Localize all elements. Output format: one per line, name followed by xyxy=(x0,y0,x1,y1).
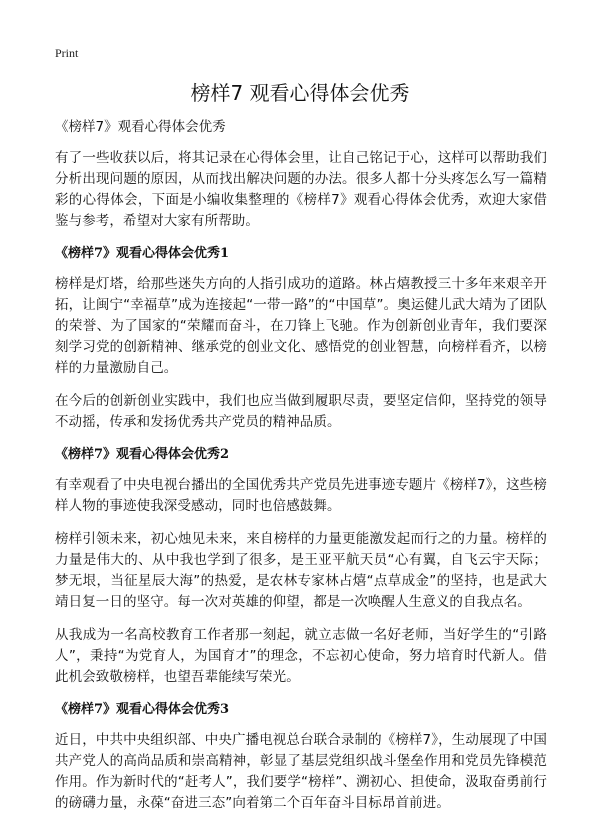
section-1-paragraph-1: 榜样是灯塔，给那些迷失方向的人指引成功的道路。林占熺教授三十多年来艰辛开拓，让闽宁“幸福草”成为连接起“一带一路”的“中国草”。奥运健儿武大靖为了团队的荣誉、为了国家的“荣耀而奋斗，在刀锋上飞驰。作为创新创业青年，我们要深刻学习党的创新精神、继承党的创业文化、感悟党的创业智慧，向榜样看齐，以榜样的力量激励自己。 xyxy=(55,276,547,376)
section-2-paragraph-3: 从我成为一名高校教育工作者那一刻起，就立志做一名好老师，当好学生的“引路人”，秉持“为党育人，为国育才”的理念，不忘初心使命，努力培育时代新人。借此机会致敬榜样，也望吾辈能续写荣光。 xyxy=(55,627,547,685)
page-title: 榜样7 观看心得体会优秀 xyxy=(190,81,410,105)
intro-paragraph: 有了一些收获以后，将其记录在心得体会里，让自己铭记于心，这样可以帮助我们分析出现问题的原因，从而找出解决问题的办法。很多人都十分头疼怎么写一篇精彩的心得体会，下面是小编收集整理的《榜样7》观看心得体会优秀，欢迎大家借鉴与参考，希望对大家有所帮助。 xyxy=(55,150,547,229)
section-1-paragraph-2: 在今后的创新创业实践中，我们也应当做到履职尽责，要坚定信仰，坚持党的领导不动摇，传承和发扬优秀共产党员的精神品质。 xyxy=(55,393,547,430)
section-heading-1: 《榜样7》观看心得体会优秀1 xyxy=(55,246,230,261)
print-link[interactable]: Print xyxy=(55,46,79,60)
section-2-paragraph-1: 有幸观看了中央电视台播出的全国优秀共产党员先进事迹专题片《榜样7》，这些榜样人物的事迹使我深受感动，同时也倍感鼓舞。 xyxy=(55,477,547,514)
section-heading-3: 《榜样7》观看心得体会优秀3 xyxy=(55,702,230,717)
section-2-paragraph-2: 榜样引领未来，初心烛见未来，来自榜样的力量更能激发起而行之的力量。榜样的力量是伟大的、从中我也学到了很多，是王亚平航天员“心有翼，自飞云宇天际；梦无垠，当征星辰大海”的热爱，是农林专家林占熺“点草成金”的坚持，也是武大靖日复一日的坚守。每一次对英雄的仰望，都是一次唤醒人生意义的自我点名。 xyxy=(55,531,547,610)
article-body xyxy=(55,118,547,826)
section-3-paragraph-1: 近日，中共中央组织部、中央广播电视总台联合录制的《榜样7》，生动展现了中国共产党人的高尚品质和崇高精神，彰显了基层党组织战斗堡垒作用和党员先锋模范作用。作为新时代的“赶考人”，我们要学“榜样”、溯初心、担使命，汲取奋勇前行的磅礴力量，永葆“奋进三态”向着第二个百年奋斗目标昂首前进。 xyxy=(55,732,547,811)
article-subtitle: 《榜样7》观看心得体会优秀 xyxy=(55,119,226,135)
section-heading-2: 《榜样7》观看心得体会优秀2 xyxy=(55,447,230,462)
